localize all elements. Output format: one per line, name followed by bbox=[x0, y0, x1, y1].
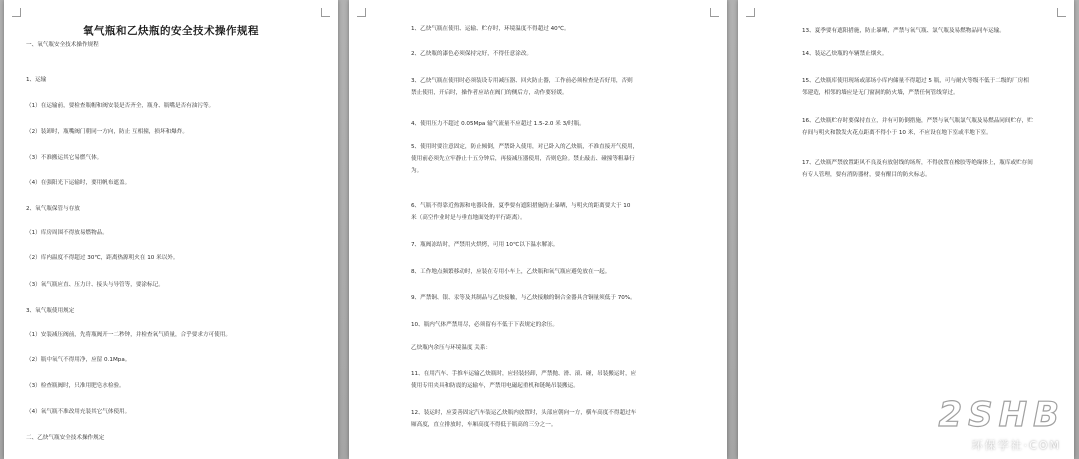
page-corner-mark bbox=[357, 8, 366, 17]
text-line: 3、氧气瓶使用规定 bbox=[26, 308, 75, 314]
text-line: （4）在强阳光下运输时，要用帆布遮盖。 bbox=[26, 180, 131, 186]
text-line: （3）不准搬运其它易燃气体。 bbox=[26, 155, 103, 161]
watermark-site: 环保学社·COM bbox=[971, 439, 1061, 452]
page-corner-mark bbox=[12, 8, 21, 17]
text-line: 禁止使用，开启时，操作者应站在阀门的侧后方，动作要轻缓。 bbox=[411, 90, 568, 96]
text-line: 9、严禁铜、银、汞等及其制品与乙炔接触，与乙炔接触的铜合金器具含铜量须低于 70%。 bbox=[411, 295, 636, 301]
text-line: 一、氧气瓶安全技术操作规程 bbox=[26, 42, 99, 48]
text-line: 10、瓶内气体严禁用尽，必须留有不低于下表规定的余压。 bbox=[411, 322, 558, 328]
text-line: 使用专用夹具和防震的运输车，严禁用电磁起重机和链绳吊装搬运。 bbox=[411, 383, 579, 389]
text-line: 2、氧气瓶保管与存放 bbox=[26, 206, 80, 212]
text-line: （2）装卸时，瓶嘴阀门朝同一方向，防止 互相撞，损坏和爆炸。 bbox=[26, 129, 188, 135]
text-line: （2）瓶中氧气不得用净，应留 0.1Mpa。 bbox=[26, 357, 131, 363]
document-page-2 bbox=[349, 0, 727, 459]
text-line: 使用前必须先立牢静止十五分钟后，再接减压器使用，否则危险。禁止敲击、碰撞等粗暴行 bbox=[411, 156, 635, 162]
text-line: 16、乙炔瓶贮存时要保持直立，并有可防倒措施，严禁与氧气瓶氯气瓶及易燃品同间贮存，贮 bbox=[802, 118, 1033, 124]
text-line: 11、在用汽车、手推车运输乙炔瓶时，应轻装轻卸，严禁抛、滑、滚、碰，吊装搬运时，应 bbox=[411, 371, 637, 377]
text-line: 14、装运乙炔瓶的车辆禁止烟火。 bbox=[802, 51, 888, 57]
document-page-3 bbox=[738, 0, 1074, 459]
page-corner-mark bbox=[710, 8, 719, 17]
text-line: 12、装运时，应妥善固定汽车装运乙炔瓶内放置时，头部应朝向一方，横车高度不得超过车 bbox=[411, 410, 637, 416]
text-line: 4、使用压力不超过 0.05Mpa 输气流量不应超过 1.5-2.0 米 3/时瓶。 bbox=[411, 121, 585, 127]
text-line: 乙炔瓶内余压与环境温度 关系： bbox=[411, 345, 492, 351]
text-line: （3）检查瓶阀时，只准用肥皂水检验。 bbox=[26, 383, 125, 389]
text-line: 二、乙炔气瓶安全技术操作规定 bbox=[26, 435, 105, 441]
text-line: 邻建造，相邻的墙应是无门窗洞的防火墙，严禁任何管线穿过。 bbox=[802, 90, 959, 96]
page-corner-mark bbox=[321, 8, 330, 17]
text-line: 有专人管理，要有消防器材，要有醒目的防火标志。 bbox=[802, 172, 931, 178]
text-line: （4）氧气瓶不准改用充装其它气体使用。 bbox=[26, 409, 131, 415]
text-line: 米（高空作业时是与垂直地面处的平行距离）。 bbox=[411, 215, 526, 221]
text-line: 7、瓶阀冻结时，严禁用火烘烤，可用 10℃以下温水解冻。 bbox=[411, 242, 559, 248]
text-line: 6、气瓶不得靠近热源和电器设备，夏季要有遮阳措施防止暴晒，与明火的距离要大于 10 bbox=[411, 203, 631, 209]
text-line: 存间与明火和散发火花点距离不得小于 10 米，不应设在地下室或半地下室。 bbox=[802, 130, 992, 136]
text-line: 厢高度，直立排放时，车厢高度不得低于瓶高的三分之一。 bbox=[411, 422, 557, 428]
text-line: 17、乙炔瓶严禁放置距风不良及有放射线的场所，不得放置在橡胶等绝缘体上，瓶库或贮存间 bbox=[802, 160, 1033, 166]
site-watermark bbox=[875, 395, 1065, 455]
page-corner-mark bbox=[1057, 8, 1066, 17]
text-line: （2）库内温度不得超过 30℃，距离热源明火在 10 米以外。 bbox=[26, 255, 179, 261]
text-line: 5、使用时要注意固定，防止倾倒，严禁卧入使用，对已卧入的乙炔瓶，不准直接开气使用， bbox=[411, 144, 639, 150]
text-line: 13、夏季要有遮阳措施，防止暴晒，严禁与氧气瓶、氯气瓶及易燃物品同车运输。 bbox=[802, 28, 1005, 34]
text-line: （1）安装减压阀前，先将瓶阀开一二秒钟，并检查氧气质量，合乎要求方可使用。 bbox=[26, 332, 231, 338]
text-line: （1）库房周围不得放易燃物品。 bbox=[26, 230, 108, 236]
text-line: 1、运输 bbox=[26, 77, 47, 83]
text-line: 1、乙炔气瓶在使用、运输、贮存时，环境温度不得超过 40℃。 bbox=[411, 26, 570, 32]
text-line: （3）氧气瓶应直、压力计、接头与导管等，要涂标记。 bbox=[26, 282, 164, 288]
text-line: 为。 bbox=[411, 168, 423, 174]
text-line: 8、工作地点频繁移动时，应装在专用小车上，乙炔瓶和氧气瓶应避免放在一起。 bbox=[411, 269, 611, 275]
text-line: 2、乙炔瓶的漆色必须保持完好，不得任意涂改。 bbox=[411, 51, 533, 57]
text-line: 3、乙炔气瓶在使用时必须装设专用减压器、回火防止器，工作前必须检查是否好用，否则 bbox=[411, 78, 633, 84]
watermark-logo: 2SHB bbox=[938, 395, 1065, 435]
page-corner-mark bbox=[746, 8, 755, 17]
text-line: 15、乙炔瓶库使用现场或部场小库内储量不得超过 5 瓶，可与耐火等级不低于二级的厂房相 bbox=[802, 78, 1029, 84]
document-title: 氧气瓶和乙炔瓶的安全技术操作规程 bbox=[83, 25, 259, 37]
document-page-1 bbox=[4, 0, 338, 459]
text-line: （1）在运输前，要检查瓶帽和阀安装是否齐全，瓶身、瓶嘴是否有油污等。 bbox=[26, 103, 215, 109]
